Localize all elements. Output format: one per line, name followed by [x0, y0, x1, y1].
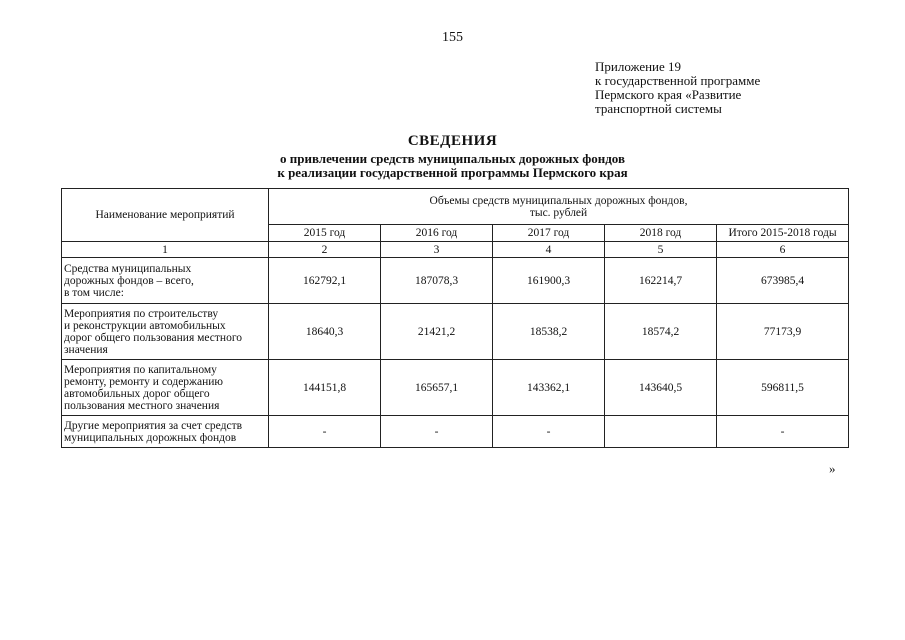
value-cell: 162792,1 — [269, 258, 381, 304]
page-number: 155 — [442, 30, 463, 45]
table-row — [62, 416, 849, 448]
row-name-line: пользования местного значения — [64, 399, 220, 412]
value-cell: 187078,3 — [381, 258, 493, 304]
document-subtitle — [0, 152, 905, 180]
value-cell: 143362,1 — [493, 360, 605, 416]
row-name-line: Другие мероприятия за счет средств — [64, 419, 243, 432]
value-cell — [605, 416, 717, 448]
value-cell: - — [381, 416, 493, 448]
value-cell: - — [269, 416, 381, 448]
name-column-header: Наименование мероприятий — [62, 189, 269, 242]
table-row — [62, 360, 849, 416]
document-title: СВЕДЕНИЯ — [407, 133, 498, 149]
appendix-line: транспортной системы — [595, 101, 722, 116]
row-name — [62, 416, 269, 448]
value-cell: 77173,9 — [717, 304, 849, 360]
value-cell: 162214,7 — [605, 258, 717, 304]
row-name-line: в том числе: — [64, 286, 124, 299]
row-name — [62, 304, 269, 360]
volumes-header-line: Объемы средств муниципальных дорожных фондов, — [429, 194, 688, 207]
year-header: 2017 год — [493, 225, 605, 242]
row-name — [62, 258, 269, 304]
subtitle-line: к реализации государственной программы Пермского края — [277, 165, 628, 180]
table-row — [62, 304, 849, 360]
volumes-header — [269, 189, 849, 225]
value-cell: 165657,1 — [381, 360, 493, 416]
row-name-line: дорог общего пользования местного — [64, 331, 243, 344]
value-cell: - — [493, 416, 605, 448]
value-cell: - — [717, 416, 849, 448]
row-name-line: и реконструкции автомобильных — [64, 319, 226, 332]
value-cell: 161900,3 — [493, 258, 605, 304]
value-cell: 18574,2 — [605, 304, 717, 360]
row-name-line: ремонту, ремонту и содержанию — [64, 375, 224, 388]
row-name-line: автомобильных дорог общего — [64, 387, 210, 400]
column-number: 4 — [493, 242, 605, 258]
appendix-block — [595, 60, 760, 116]
year-header: 2018 год — [605, 225, 717, 242]
column-number: 2 — [269, 242, 381, 258]
value-cell: 144151,8 — [269, 360, 381, 416]
subtitle-line: о привлечении средств муниципальных дорожных фондов — [279, 151, 625, 166]
row-name-line: муниципальных дорожных фондов — [64, 431, 237, 444]
row-name — [62, 360, 269, 416]
column-numbers-row — [62, 242, 849, 258]
row-name-line: значения — [64, 343, 108, 356]
volumes-header-line: тыс. рублей — [529, 206, 588, 219]
year-header: 2016 год — [381, 225, 493, 242]
column-number: 6 — [717, 242, 849, 258]
value-cell: 143640,5 — [605, 360, 717, 416]
value-cell: 21421,2 — [381, 304, 493, 360]
funds-table — [61, 188, 849, 448]
value-cell: 596811,5 — [717, 360, 849, 416]
header-row — [62, 189, 849, 225]
appendix-line: Приложение 19 — [595, 59, 682, 74]
column-number: 5 — [605, 242, 717, 258]
value-cell: 673985,4 — [717, 258, 849, 304]
closing-quote-mark: » — [829, 461, 836, 476]
row-name-line: Мероприятия по капитальному — [64, 363, 217, 376]
row-name-line: Средства муниципальных — [64, 262, 192, 275]
row-name-line: Мероприятия по строительству — [64, 307, 219, 320]
appendix-line: Пермского края «Развитие — [595, 87, 742, 102]
value-cell: 18640,3 — [269, 304, 381, 360]
row-name-line: дорожных фондов – всего, — [64, 274, 194, 287]
table-row — [62, 258, 849, 304]
value-cell: 18538,2 — [493, 304, 605, 360]
column-number: 1 — [62, 242, 269, 258]
column-number: 3 — [381, 242, 493, 258]
total-header: Итого 2015-2018 годы — [717, 225, 849, 242]
year-header: 2015 год — [269, 225, 381, 242]
appendix-line: к государственной программе — [595, 73, 761, 88]
